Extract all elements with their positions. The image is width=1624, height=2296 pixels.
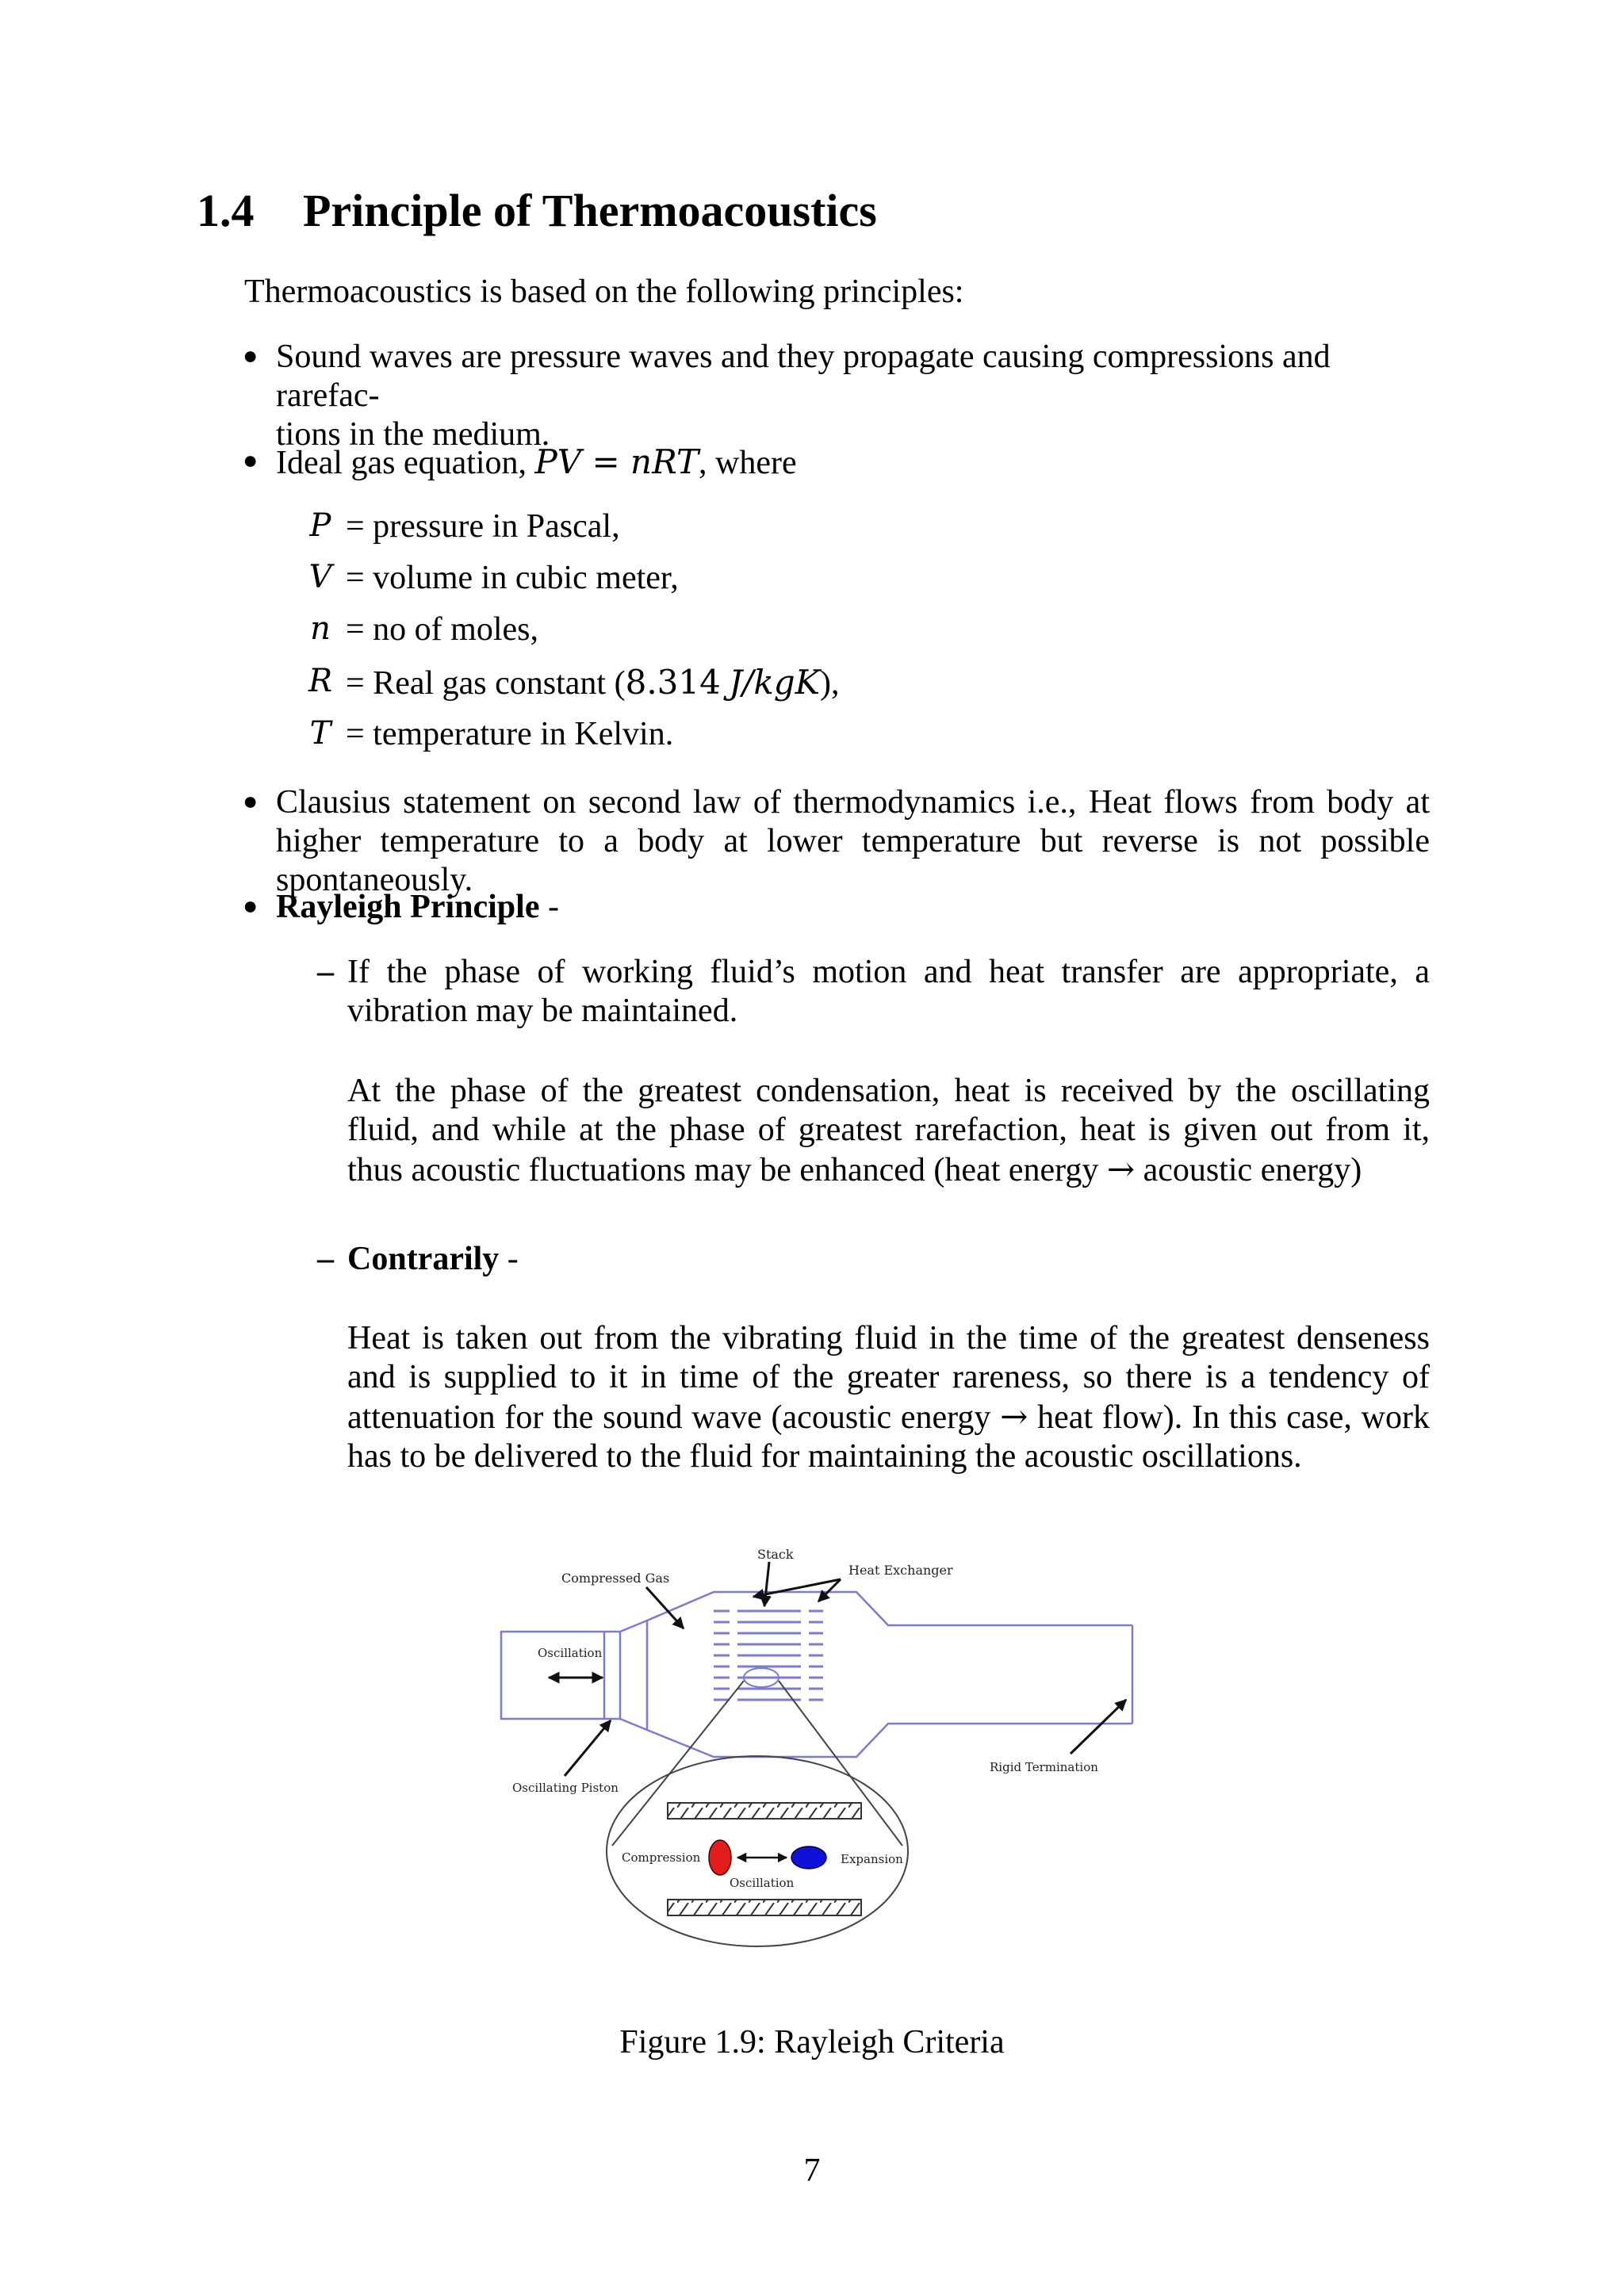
expansion-parcel (791, 1846, 826, 1869)
label-stack: Stack (757, 1547, 794, 1562)
rayleigh-heading: Rayleigh Principle (276, 889, 540, 925)
bullet-clausius: Clausius statement on second law of thermodynamics i.e., Heat flows from body at higher temperature to a body at lower temperature but reverse is not possible spontaneously. (276, 784, 1430, 898)
label-compression: Compression (622, 1850, 701, 1865)
label-oscillating-piston: Oscillating Piston (512, 1781, 619, 1795)
termination-arrow (1071, 1700, 1126, 1754)
bullet-marker: ● (243, 891, 259, 920)
def-r-value: 8.314 (625, 663, 721, 702)
def-var-t: T (309, 715, 331, 752)
rayleigh-para-2-end: acoustic energy) (1135, 1152, 1362, 1188)
contrarily-label: Contrarily (347, 1241, 500, 1277)
page-number: 7 (803, 2152, 821, 2189)
label-oscillation-bottom: Oscillation (730, 1876, 795, 1890)
piston-arrow (565, 1720, 611, 1776)
section-title: Principle of Thermoacoustics (303, 185, 877, 236)
label-expansion: Expansion (841, 1852, 903, 1866)
arrow-symbol: → (1000, 1397, 1028, 1436)
label-heat-exchanger: Heat Exchanger (848, 1563, 953, 1578)
stack-arrow (764, 1562, 769, 1606)
def-text-p: = pressure in Pascal, (346, 508, 620, 545)
zoom-line-left (612, 1681, 744, 1846)
bullet-rayleigh (276, 888, 559, 927)
contrarily-text-end: heat flow). In this case, work has to be delivered to the fluid for maintaining the acoustic oscillations. (347, 1399, 1430, 1475)
rayleigh-para-1: If the phase of working fluid’s motion and heat transfer are appropriate, a vibration may be maintained. (347, 954, 1430, 1029)
dash-marker: – (317, 954, 334, 990)
contrarily-heading (347, 1240, 519, 1279)
label-rigid-termination: Rigid Termination (990, 1760, 1098, 1774)
bullet-sound-waves (276, 338, 1430, 454)
contrarily-paragraph (347, 1319, 1430, 1476)
bullet-ideal-gas (276, 442, 797, 483)
def-var-n: n (310, 610, 331, 647)
def-r-post: ), (820, 665, 840, 702)
def-text-r (346, 663, 840, 702)
intro-paragraph: Thermoacoustics is based on the following principles: (244, 274, 964, 310)
zoom-line-right (779, 1681, 902, 1846)
def-r-unit: J/kgK (729, 663, 821, 702)
label-compressed-gas: Compressed Gas (561, 1571, 670, 1586)
def-var-v: V (308, 559, 332, 595)
section-number: 1.4 (197, 185, 255, 236)
contrarily-text: Heat is taken out from the vibrating fluid in the time of the greatest denseness and is supplied to it in time of the greater rareness, so there is a tendency of attenuation for the sound wave (acoustic energy (347, 1320, 1430, 1436)
contrarily-dash: - (499, 1241, 519, 1277)
rayleigh-dash: - (539, 889, 559, 925)
dash-marker: – (317, 1241, 334, 1277)
bullet-sound-waves-line2: tions in the medium. (276, 416, 550, 453)
ideal-gas-where: , where (698, 445, 797, 481)
bullet-marker: ● (243, 786, 259, 815)
ideal-gas-text: Ideal gas equation, (276, 445, 535, 481)
section-heading (197, 184, 877, 237)
def-var-p: P (309, 507, 331, 544)
bottom-stack-plate (668, 1900, 861, 1915)
def-r-pre: = Real gas constant ( (346, 665, 626, 702)
def-text-n: = no of moles, (346, 611, 538, 648)
rayleigh-criteria-figure (492, 1538, 1142, 1966)
bullet-sound-waves-line1: Sound waves are pressure waves and they propagate causing compressions and rarefac- (276, 339, 1331, 414)
bullet-marker: ● (243, 341, 259, 369)
rayleigh-para-2 (347, 1072, 1430, 1190)
rayleigh-para-2-text: At the phase of the greatest condensation, heat is received by the oscillating fluid, and while at the phase of greatest rarefaction, heat is given out from it, thus acoustic fluctuations may be enhanced (heat energy (347, 1073, 1430, 1188)
top-stack-plate (668, 1803, 861, 1819)
figure-caption: Figure 1.9: Rayleigh Criteria (619, 2024, 1005, 2061)
def-var-r: R (308, 663, 333, 699)
def-text-t: = temperature in Kelvin. (346, 716, 674, 752)
bullet-marker: ● (243, 446, 259, 474)
def-text-v: = volume in cubic meter, (346, 560, 679, 596)
compression-parcel (709, 1840, 731, 1875)
label-oscillation-top: Oscillation (538, 1646, 603, 1660)
arrow-symbol: → (1106, 1150, 1136, 1188)
ideal-gas-equation: PV = nRT (534, 442, 699, 481)
